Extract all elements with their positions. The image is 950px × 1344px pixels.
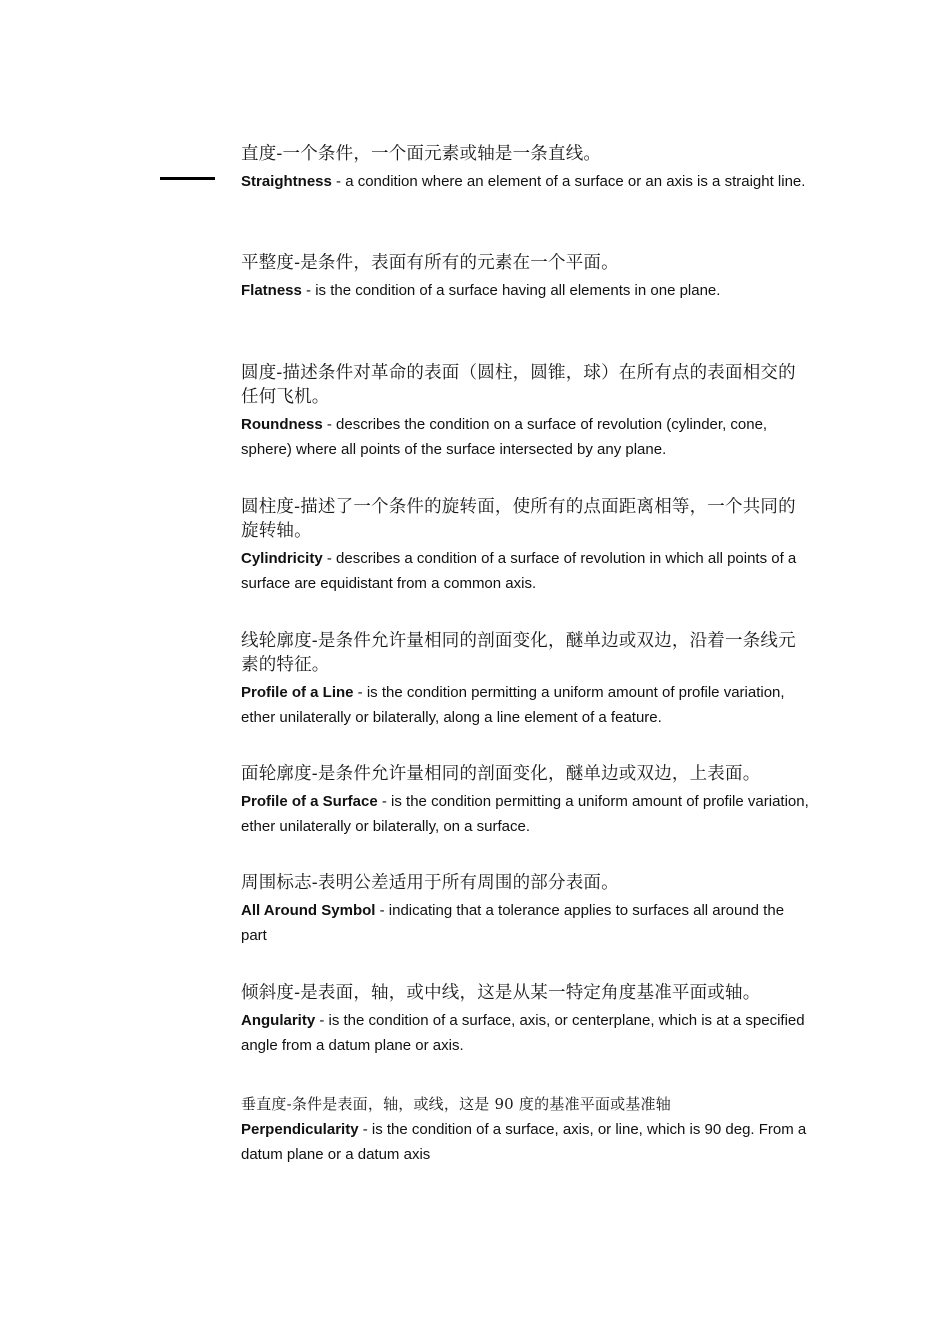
definition-text: - is the condition of a surface having all elements in one plane. bbox=[301, 282, 721, 299]
term-label: Profile of a Surface bbox=[241, 793, 378, 810]
term-label: Profile of a Line bbox=[241, 684, 354, 701]
term-label: Straightness bbox=[241, 173, 332, 190]
chinese-definition: 圆柱度-描述了一个条件的旋转面，使所有的点面距离相等，一个共同的旋转轴。 bbox=[241, 497, 796, 541]
definition-text: - is the condition permitting a uniform amount of profile variation, ether unilaterally or bilaterally, along a line element of a feature. bbox=[241, 684, 785, 726]
definition-text: - describes a condition of a surface of revolution in which all points of a surface are equidistant from a common axis. bbox=[241, 550, 797, 592]
definition-text: - is the condition of a surface, axis, or line, which is 90 deg. From a datum plane or a datum axis bbox=[241, 1121, 807, 1163]
english-definition bbox=[241, 1117, 813, 1167]
english-definition bbox=[241, 278, 813, 303]
chinese-definition: 线轮廓度-是条件允许量相同的剖面变化，醚单边或双边，沿着一条线元素的特征。 bbox=[241, 631, 796, 675]
chinese-definition: 圆度-描述条件对革命的表面（圆柱，圆锥，球）在所有点的表面相交的任何飞机。 bbox=[241, 363, 796, 407]
term-label: Roundness bbox=[241, 416, 323, 433]
definition-text: - a condition where an element of a surface or an axis is a straight line. bbox=[331, 173, 806, 190]
term-label: Perpendicularity bbox=[241, 1121, 359, 1138]
chinese-definition: 面轮廓度-是条件允许量相同的剖面变化，醚单边或双边，上表面。 bbox=[241, 764, 761, 784]
entry-all-around-symbol bbox=[241, 871, 813, 948]
entry-roundness bbox=[241, 361, 813, 462]
english-definition bbox=[241, 680, 813, 730]
definition-text: - is the condition permitting a uniform amount of profile variation, ether unilaterally or bilaterally, on a surface. bbox=[241, 793, 809, 835]
chinese-definition: 周围标志-表明公差适用于所有周围的部分表面。 bbox=[241, 873, 619, 893]
english-definition bbox=[241, 1008, 813, 1058]
margin-rule bbox=[160, 177, 215, 180]
chinese-definition: 直度-一个条件，一个面元素或轴是一条直线。 bbox=[241, 144, 602, 164]
english-definition bbox=[241, 898, 813, 948]
english-definition bbox=[241, 546, 813, 596]
chinese-definition: 倾斜度-是表面，轴，或中线，这是从某一特定角度基准平面或轴。 bbox=[241, 983, 761, 1003]
entry-perpendicularity bbox=[241, 1094, 813, 1167]
chinese-definition: 平整度-是条件，表面有所有的元素在一个平面。 bbox=[241, 253, 619, 273]
entry-profile-of-a-line bbox=[241, 629, 813, 730]
entry-straightness bbox=[241, 142, 813, 194]
definition-text: - describes the condition on a surface of revolution (cylinder, cone, sphere) where all points of the surface intersected by any plane. bbox=[241, 416, 768, 458]
entry-flatness bbox=[241, 251, 813, 303]
english-definition bbox=[241, 169, 813, 194]
entry-cylindricity bbox=[241, 495, 813, 596]
term-label: Cylindricity bbox=[241, 550, 323, 567]
entry-angularity bbox=[241, 981, 813, 1058]
chinese-definition: 垂直度-条件是表面，轴，或线，这是 90 度的基准平面或基准轴 bbox=[241, 1095, 671, 1113]
definition-text: - indicating that a tolerance applies to surfaces all around the part bbox=[241, 902, 785, 944]
term-label: Angularity bbox=[241, 1012, 316, 1029]
term-label: All Around Symbol bbox=[241, 902, 376, 919]
english-definition bbox=[241, 412, 813, 462]
term-label: Flatness bbox=[241, 282, 302, 299]
entry-profile-of-a-surface bbox=[241, 762, 813, 839]
definition-text: - is the condition of a surface, axis, or centerplane, which is at a specified angle from a datum plane or axis. bbox=[241, 1012, 805, 1054]
english-definition bbox=[241, 789, 813, 839]
